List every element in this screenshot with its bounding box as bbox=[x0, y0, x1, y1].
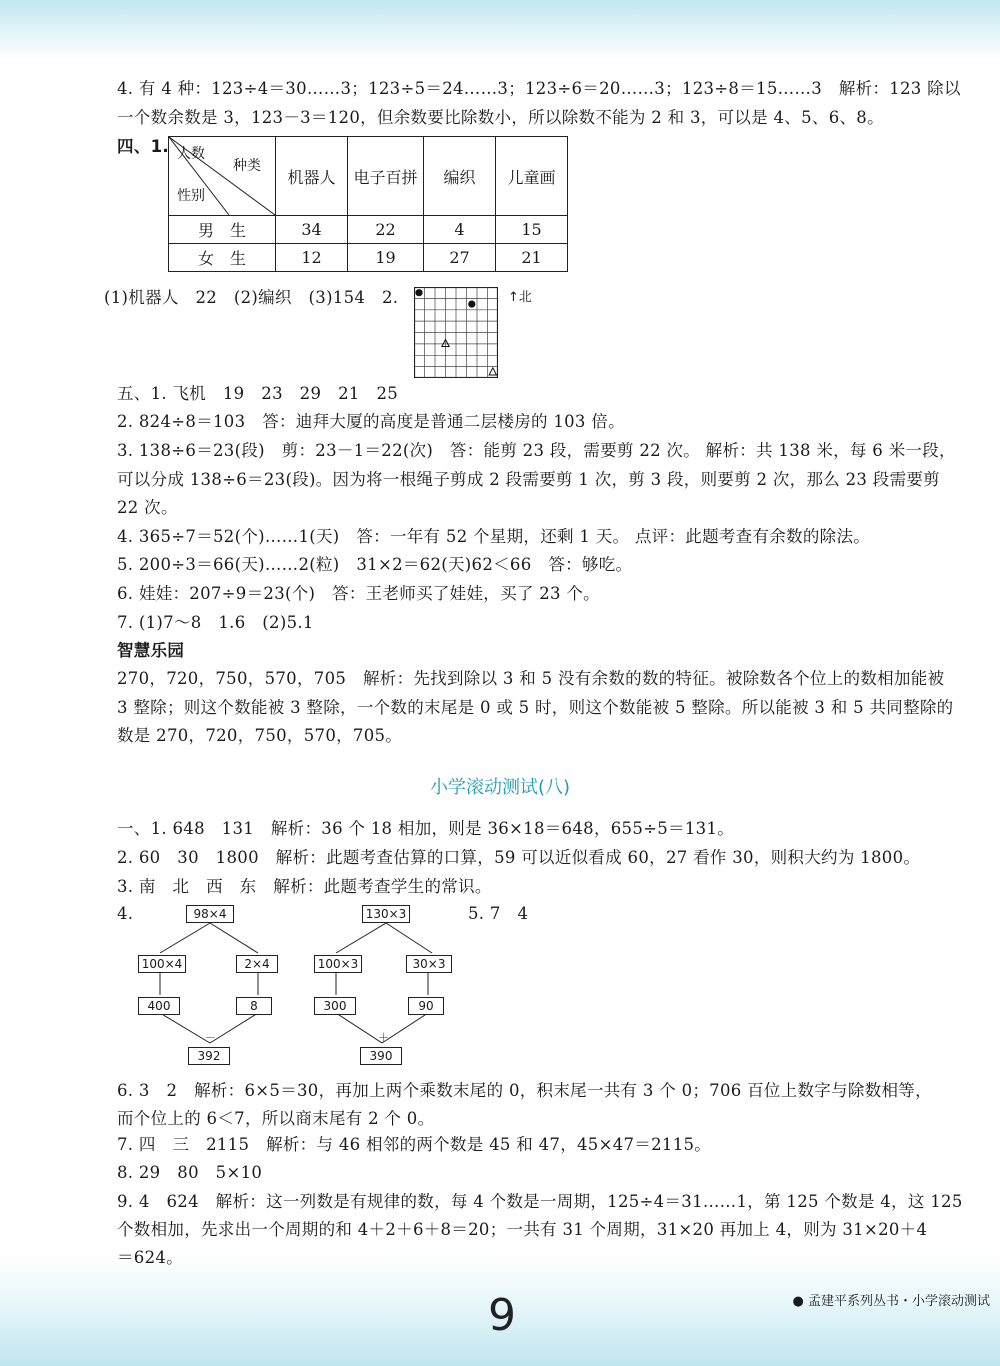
table-row bbox=[169, 244, 568, 272]
table-row bbox=[169, 216, 568, 244]
table-corner-header bbox=[169, 137, 276, 216]
answer-line: 9. 4 624 解析：这一列数是有规律的数，每 4 个数是一周期，125÷4＝31……1，第 125 个数是 4，这 125 bbox=[117, 1192, 963, 1211]
flow-box: 98×4 bbox=[186, 905, 234, 923]
grid-graphic bbox=[414, 287, 498, 378]
flow-box: 400 bbox=[138, 997, 180, 1015]
table-cell: 22 bbox=[348, 216, 424, 244]
answer-line: 3. 138÷6＝23(段) 剪：23－1＝22(次) 答：能剪 23 段，需要剪 22 次。 解析：共 138 米，每 6 米一段， bbox=[117, 441, 956, 460]
answer-line: 五、1. 飞机 19 23 29 21 25 bbox=[117, 384, 399, 403]
flow-box: 2×4 bbox=[236, 955, 278, 973]
answer-line: 5. 7 4 bbox=[468, 904, 529, 923]
answer-line: 3 整除；则这个数能被 3 整除，一个数的末尾是 0 或 5 时，则这个数能被 5 整除。所以能被 3 和 5 共同整除的 bbox=[117, 698, 954, 717]
table-cell: 21 bbox=[496, 244, 568, 272]
table-cell: 27 bbox=[424, 244, 496, 272]
flow-diagram-1 bbox=[130, 903, 290, 1073]
north-arrow-icon: ↑ bbox=[508, 290, 519, 305]
table-header: 编织 bbox=[424, 137, 496, 216]
answer-line: (1)机器人 22 (2)编织 (3)154 2. bbox=[104, 288, 399, 307]
footer bbox=[793, 1290, 991, 1309]
flow-result: 390 bbox=[360, 1047, 402, 1065]
answer-line: 个数相加，先求出一个周期的和 4＋2＋6＋8＝20；一共有 31 个周期，31×20 再加上 4，则为 31×20＋4 bbox=[117, 1220, 928, 1239]
answer-line: 3. 南 北 西 东 解析：此题考查学生的常识。 bbox=[117, 877, 492, 896]
flow-box: 8 bbox=[236, 997, 272, 1015]
dot-marker bbox=[415, 289, 422, 296]
row-label: 女 生 bbox=[169, 244, 276, 272]
handwritten-page-number: 9 bbox=[488, 1290, 516, 1341]
position-grid bbox=[414, 287, 498, 378]
answer-line: 6. 3 2 解析：6×5＝30，再加上两个乘数末尾的 0，积末尾一共有 3 个 0；706 百位上数字与除数相等， bbox=[117, 1081, 932, 1100]
answer-line: 2. 824÷8＝103 答：迪拜大厦的高度是普通二层楼房的 103 倍。 bbox=[117, 412, 625, 431]
table-header: 电子百拼 bbox=[348, 137, 424, 216]
answer-line: 而个位上的 6＜7，所以商末尾有 2 个 0。 bbox=[117, 1109, 435, 1128]
table-header: 儿童画 bbox=[496, 137, 568, 216]
section-title: 小学滚动测试(八) bbox=[429, 777, 571, 798]
table-cell: 34 bbox=[276, 216, 348, 244]
answer-line: ＝624。 bbox=[117, 1248, 183, 1267]
north-indicator bbox=[508, 286, 532, 305]
corner-top-text: 人数 bbox=[177, 146, 205, 162]
table-cell: 19 bbox=[348, 244, 424, 272]
survey-table bbox=[168, 136, 568, 272]
flow-result: 392 bbox=[188, 1047, 230, 1065]
flow-box: 300 bbox=[314, 997, 356, 1015]
answer-line: 22 次。 bbox=[117, 498, 178, 517]
answer-line: 270，720，750，570，705 解析：先找到除以 3 和 5 没有余数的数的特征。被除数各个位上的数相加能被 bbox=[117, 669, 945, 688]
table-cell: 4 bbox=[424, 216, 496, 244]
section-label: 四、1. bbox=[117, 137, 169, 156]
top-decoration bbox=[0, 0, 1000, 60]
flow-box: 130×3 bbox=[362, 905, 410, 923]
answer-line: 一个数余数是 3，123－3＝120，但余数要比除数小，所以除数不能为 2 和 3，可以是 4、5、6、8。 bbox=[117, 108, 884, 127]
corner-mid-text: 种类 bbox=[233, 158, 261, 174]
corner-bottom-text: 性别 bbox=[177, 188, 205, 204]
subsection-title: 智慧乐园 bbox=[117, 641, 185, 660]
flow-box: 90 bbox=[408, 997, 444, 1015]
answer-line: 7. 四 三 2115 解析：与 46 相邻的两个数是 45 和 47，45×47＝2115。 bbox=[117, 1135, 712, 1154]
table-header: 机器人 bbox=[276, 137, 348, 216]
answer-line: 4. bbox=[117, 904, 134, 923]
dot-marker bbox=[468, 301, 475, 308]
answer-line: 2. 60 30 1800 解析：此题考查估算的口算，59 可以近似看成 60，27 看作 30，则积大约为 1800。 bbox=[117, 848, 921, 867]
triangle-marker bbox=[489, 368, 496, 375]
table-cell: 15 bbox=[496, 216, 568, 244]
north-label: 北 bbox=[518, 290, 532, 305]
answer-line: 4. 365÷7＝52(个)……1(天) 答：一年有 52 个星期，还剩 1 天。 点评：此题考查有余数的除法。 bbox=[117, 527, 871, 546]
answer-line: 5. 200÷3＝66(天)……2(粒) 31×2＝62(天)62＜66 答：够吃。 bbox=[117, 555, 633, 574]
bullet-icon: ● bbox=[792, 1294, 804, 1309]
flow-operator: ＋ bbox=[378, 1031, 389, 1044]
answer-line: 6. 娃娃：207÷9＝23(个) 答：王老师买了娃娃，买了 23 个。 bbox=[117, 584, 600, 603]
answer-line: 数是 270，720，750，570，705。 bbox=[117, 726, 403, 745]
flow-box: 100×3 bbox=[314, 955, 362, 973]
flow-box: 30×3 bbox=[406, 955, 452, 973]
answer-line: 8. 29 80 5×10 bbox=[117, 1163, 263, 1182]
flow-box: 100×4 bbox=[138, 955, 186, 973]
flow-operator: － bbox=[205, 1031, 216, 1044]
row-label: 男 生 bbox=[169, 216, 276, 244]
table-cell: 12 bbox=[276, 244, 348, 272]
answer-line: 一、1. 648 131 解析：36 个 18 相加，则是 36×18＝648，655÷5＝131。 bbox=[117, 819, 735, 838]
flow-diagram-2 bbox=[310, 903, 470, 1073]
answer-line: 4. 有 4 种：123÷4＝30……3；123÷5＝24……3；123÷6＝20……3；123÷8＝15……3 解析：123 除以 bbox=[117, 79, 961, 98]
answer-line: 可以分成 138÷6＝23(段)。因为将一根绳子剪成 2 段需要剪 1 次，剪 3 段，则要剪 2 次，那么 23 段需要剪 bbox=[117, 470, 940, 489]
answer-line: 7. (1)7～8 1.6 (2)5.1 bbox=[117, 613, 314, 632]
footer-text: 孟建平系列丛书・小学滚动测试 bbox=[807, 1294, 990, 1309]
